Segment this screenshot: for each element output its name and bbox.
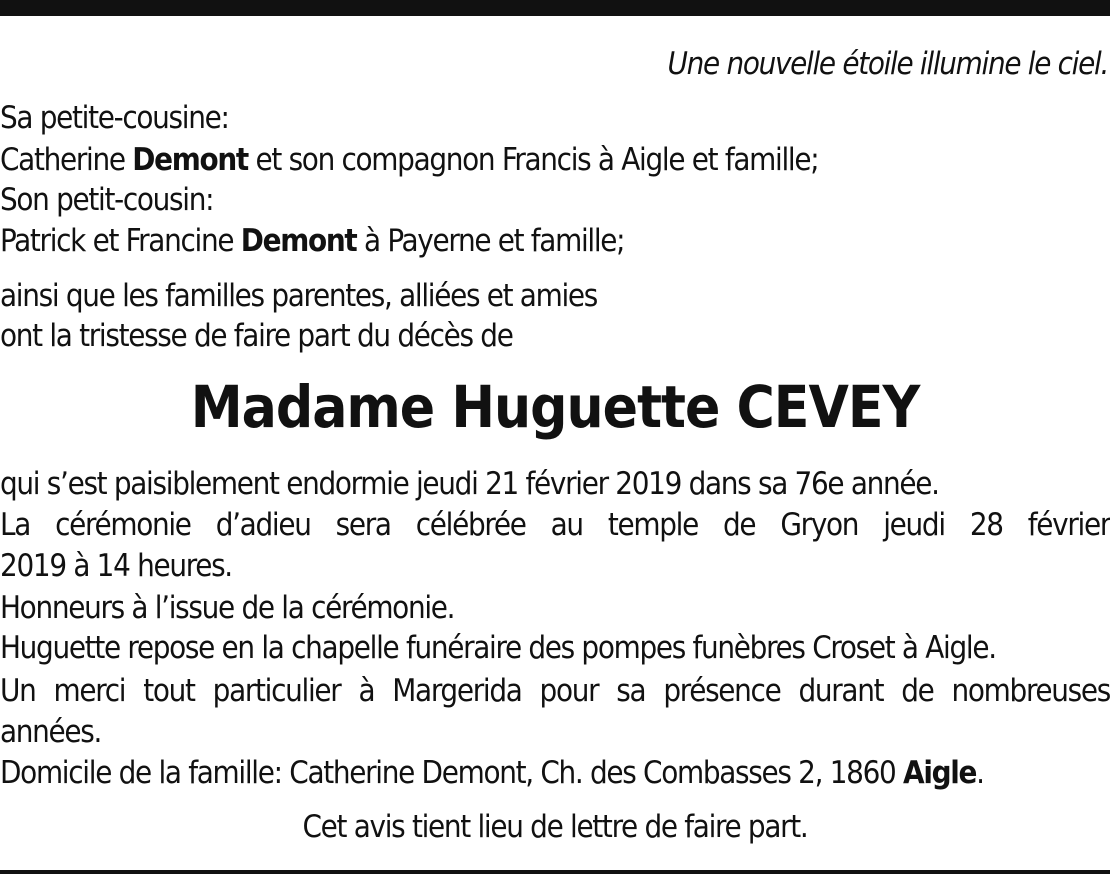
relation-line-cousin: Son petit-cousin: — [0, 182, 214, 218]
body-line-chapel: Huguette repose en la chapelle funéraire des pompes funèbres Croset à Aigle. — [0, 630, 996, 666]
body-line-thanks: Un merci tout particulier à Margerida pour sa présence durant de nombreuses — [0, 673, 1110, 709]
domicile-period: . — [976, 755, 984, 791]
top-border-rule — [0, 0, 1110, 16]
body-line-years: années. — [0, 714, 102, 750]
family-line-text-after: et son compagnon Francis à Aigle et famille; — [247, 142, 819, 178]
epigraph: Une nouvelle étoile illumine le ciel. — [667, 46, 1108, 82]
domicile-line — [0, 753, 984, 793]
announcement-line-sadness: ont la tristesse de faire part du décès de — [0, 318, 513, 354]
domicile-text: Domicile de la famille: Catherine Demont, Ch. des Combasses 2, 1860 — [0, 755, 904, 791]
domicile-town: Aigle — [903, 755, 977, 791]
body-line-honours: Honneurs à l’issue de la cérémonie. — [0, 590, 455, 626]
family-line-text-before: Patrick et Francine — [0, 223, 241, 259]
family-line-patrick — [0, 221, 624, 261]
relation-line-cousine: Sa petite-cousine: — [0, 100, 229, 136]
closing-note: Cet avis tient lieu de lettre de faire part. — [302, 809, 808, 845]
family-line-catherine — [0, 140, 818, 180]
body-line-ceremony-time: 2019 à 14 heures. — [0, 548, 232, 584]
family-surname-demont: Demont — [132, 142, 248, 178]
body-line-ceremony: La cérémonie d’adieu sera célébrée au temple de Gryon jeudi 28 février — [0, 507, 1110, 543]
family-surname-demont: Demont — [240, 223, 357, 259]
announcement-line-families: ainsi que les familles parentes, alliées et amies — [0, 278, 598, 314]
family-line-text-before: Catherine — [0, 142, 133, 178]
bottom-border-rule — [0, 870, 1110, 874]
deceased-name-heading: Madame Huguette CEVEY — [190, 373, 920, 441]
body-line-passing: qui s’est paisiblement endormie jeudi 21 février 2019 dans sa 76e année. — [0, 466, 939, 502]
family-line-text-after: à Payerne et famille; — [356, 223, 625, 259]
